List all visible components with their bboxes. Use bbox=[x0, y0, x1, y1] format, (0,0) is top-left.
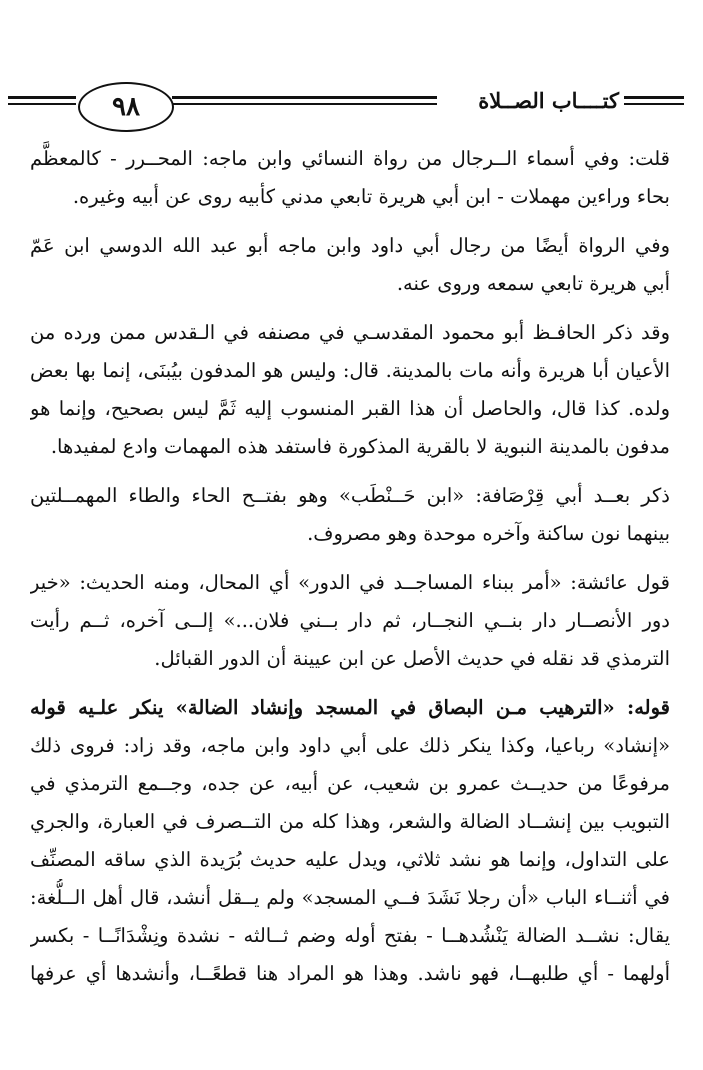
header-rule-middle-top bbox=[172, 96, 437, 99]
book-title: كتــــاب الصــلاة bbox=[478, 88, 619, 113]
paragraph bbox=[30, 689, 670, 993]
text-line: مرفوعًا من حديــث عمرو بن شعيب، عن أبيه، عن جده، وجــمع الترمذي في bbox=[30, 772, 670, 795]
header-rule-left-top bbox=[8, 96, 76, 99]
header-rule-right-bottom bbox=[624, 103, 684, 105]
text-line: الأعيان أبا هريرة وأنه مات بالمدينة. قال: وليس هو المدفون بيُبنَى، إنما بها بعض bbox=[30, 359, 670, 382]
text-line: وقد ذكر الحافـظ أبو محمود المقدسـي في مصنفه في الـقدس ممن ورده من bbox=[30, 321, 670, 344]
page-number: ٩٨ bbox=[112, 92, 140, 122]
text-line: قلت: وفي أسماء الــرجال من رواة النسائي وابن ماجه: المحــرر - كالمعظَّم bbox=[30, 147, 670, 170]
paragraph bbox=[30, 140, 670, 216]
paragraph bbox=[30, 564, 670, 678]
text-line: «إنشاد» رباعيا، وكذا ينكر ذلك على أبي داود وابن ماجه، وقد زاد: فروى ذلك bbox=[30, 734, 670, 757]
text-line: ذكر بعــد أبي قِرْصَافة: «ابن حَــنْطَب» وهو بفتــح الحاء والطاء المهمــلتين bbox=[30, 484, 670, 507]
text-line: في أثنــاء الباب «أن رجلا نَشَدَ فــي المسجد» ولم يــقل أنشد، قال أهل الــلُّغة: bbox=[30, 886, 670, 909]
text-line: أبي هريرة تابعي سمعه وروى عنه. bbox=[396, 272, 670, 295]
text-line: قوله: «الترهيب مـن البصاق في المسجد وإنشاد الضالة» ينكر علـيه قوله bbox=[30, 696, 670, 719]
text-line: بينهما نون ساكنة وآخره موحدة وهو مصروف. bbox=[307, 522, 670, 545]
page-number-oval bbox=[78, 82, 174, 132]
text-line: بحاء وراءين مهملات - ابن أبي هريرة تابعي مدني كأبيه روى عن أبيه وغيره. bbox=[72, 185, 670, 208]
text-line: الترمذي قد نقله في حديث الأصل عن ابن عيينة أن الدور القبائل. bbox=[154, 647, 670, 670]
header-rule-middle-bottom bbox=[172, 103, 437, 105]
text-line: ولده. كذا قال، والحاصل أن هذا القبر المنسوب إليه ثَمَّ ليس بصحيح، وإنما هو bbox=[30, 397, 670, 420]
page-body bbox=[30, 140, 670, 1004]
text-line: أولهما - أي طلبهــا، فهو ناشد. وهذا هو المراد هنا قطعًــا، وأنشدها أي عرفها bbox=[30, 962, 670, 985]
text-line: دور الأنصــار دار بنــي النجــار، ثم دار بــني فلان...» إلــى آخره، ثــم رأيت bbox=[30, 609, 670, 632]
header-rule-right-top bbox=[624, 96, 684, 99]
text-line: وفي الرواة أيضًا من رجال أبي داود وابن ماجه أبو عبد الله الدوسي ابن عَمّ bbox=[30, 234, 670, 257]
text-line: يقال: نشــد الضالة يَنْشُدهــا - بفتح أوله وضم ثــالثه - نشدة ونِشْدَانًــا - بكسر bbox=[30, 924, 670, 947]
text-line: قول عائشة: «أمر ببناء المساجــد في الدور» أي المحال، ومنه الحديث: «خير bbox=[30, 571, 670, 594]
text-line: على التداول، وإنما هو نشد ثلاثي، ويدل عليه حديث بُرَيدة الذي ساقه المصنِّف bbox=[30, 848, 670, 871]
page-header bbox=[0, 70, 703, 140]
header-rule-left-bottom bbox=[8, 103, 76, 105]
paragraph bbox=[30, 314, 670, 466]
text-line: التبويب بين إنشــاد الضالة والشعر، وهذا كله من التــصرف في العبارة، والجري bbox=[30, 810, 670, 833]
paragraph bbox=[30, 227, 670, 303]
text-line: مدفون بالمدينة النبوية لا بالقرية المذكورة فاستفد هذه المهمات وادع لمفيدها. bbox=[50, 435, 670, 458]
paragraph bbox=[30, 477, 670, 553]
